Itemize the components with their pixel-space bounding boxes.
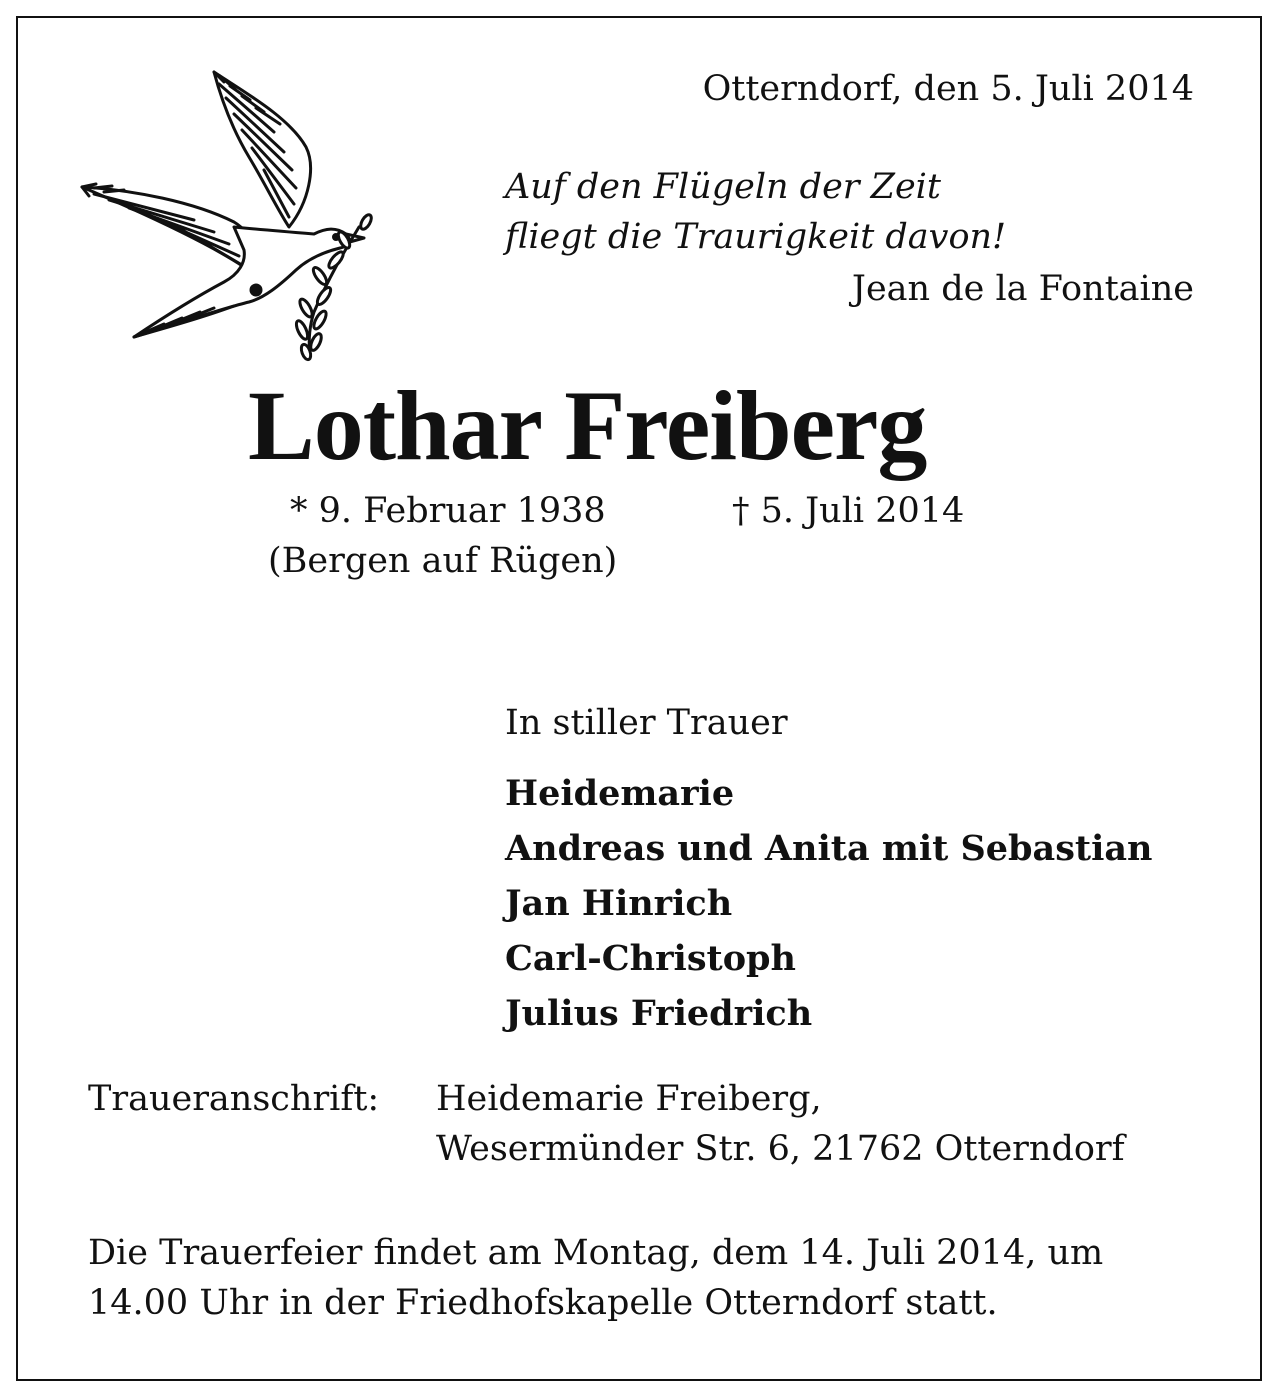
- mourner-list: [505, 766, 1153, 1041]
- service-line-2: 14.00 Uhr in der Friedhofskapelle Otterndorf statt.: [88, 1283, 998, 1323]
- quote-author: Jean de la Fontaine: [851, 269, 1194, 309]
- mourner-name: Jan Hinrich: [505, 883, 733, 924]
- mourning-intro: In stiller Trauer: [505, 703, 788, 743]
- mourner-name: Andreas und Anita mit Sebastian: [505, 828, 1153, 869]
- place-date: Otterndorf, den 5. Juli 2014: [702, 69, 1194, 109]
- birth-date: * 9. Februar 1938: [290, 491, 606, 531]
- quote-line-2: fliegt die Traurigkeit davon!: [505, 217, 1007, 257]
- mourner-name: Carl-Christoph: [505, 938, 796, 979]
- mourner-name: Heidemarie: [505, 773, 735, 814]
- deceased-name: Lothar Freiberg: [248, 370, 927, 481]
- service-line-1: Die Trauerfeier findet am Montag, dem 14. Juli 2014, um: [88, 1233, 1104, 1273]
- death-date: † 5. Juli 2014: [732, 491, 965, 531]
- mourner-name: Julius Friedrich: [505, 993, 813, 1034]
- address-line-2: Wesermünder Str. 6, 21762 Otterndorf: [436, 1129, 1125, 1169]
- birthplace: (Bergen auf Rügen): [268, 541, 618, 581]
- dove-with-olive-branch-icon: [74, 62, 374, 362]
- quote-line-1: Auf den Flügeln der Zeit: [505, 167, 941, 207]
- address-line-1: Heidemarie Freiberg,: [436, 1079, 822, 1119]
- address-label: Traueranschrift:: [88, 1079, 380, 1119]
